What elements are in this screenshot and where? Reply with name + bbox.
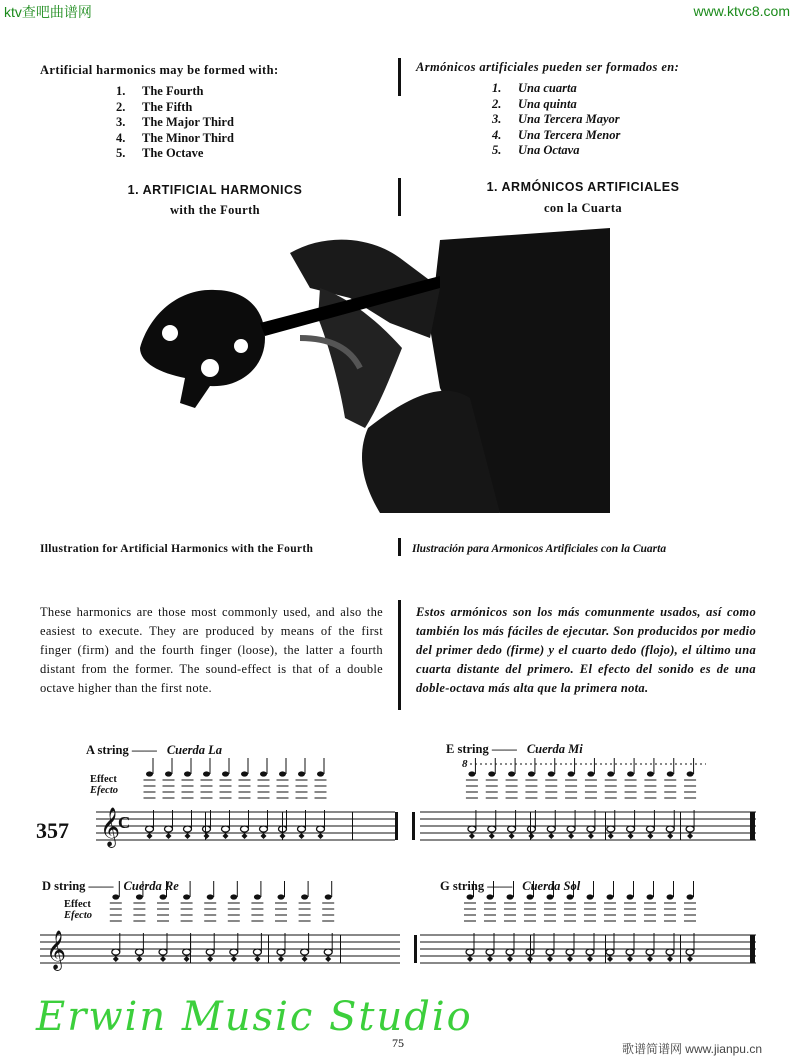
barline: [205, 812, 206, 840]
effect-note: [222, 771, 229, 776]
note: [607, 826, 615, 832]
effect-note: [667, 894, 674, 899]
effect-note: [183, 894, 190, 899]
note: [112, 949, 120, 955]
harmonic-note: [567, 956, 573, 962]
effect-note: [607, 894, 614, 899]
body-es: Estos armónicos son los más comunmente usados, así como también los más fáciles de ejecutar. Son producidos por medio del primer dedo (firme) y el cuarto dedo (flojo), el último una cuarta distante del primero. El efecto del sonido es de una doble-octava más alta que la primera nota.: [416, 605, 756, 695]
note: [666, 949, 674, 955]
effect-note: [508, 771, 515, 776]
intro-item: 4. The Minor Third: [116, 130, 234, 145]
note: [159, 949, 167, 955]
note: [277, 949, 285, 955]
harmonic-note: [325, 956, 331, 962]
harmonic-note: [207, 956, 213, 962]
final-barline: [750, 812, 755, 840]
note: [587, 826, 595, 832]
effect-note: [667, 771, 674, 776]
harmonic-note: [667, 833, 673, 839]
note: [183, 949, 191, 955]
intro-item: 2. The Fifth: [116, 99, 193, 114]
note: [241, 826, 249, 832]
effect-note: [136, 894, 143, 899]
effect-note: [254, 894, 261, 899]
note: [468, 826, 476, 832]
effect-note: [507, 894, 514, 899]
exercise-number: 357: [36, 818, 69, 843]
effect-note: [325, 894, 332, 899]
effect-note: [160, 894, 167, 899]
watermark-bottom: 歌谱简谱网 www.jianpu.cn: [621, 1042, 762, 1056]
string-label-d: D string —— Cuerda Re: [42, 879, 179, 893]
staff-d-string: [40, 935, 400, 963]
harmonic-note: [467, 956, 473, 962]
effect-note: [279, 771, 286, 776]
effect-note: [587, 894, 594, 899]
watermark-left: ktv查吧曲谱网: [4, 4, 92, 20]
effect-note: [548, 771, 555, 776]
caption-en: Illustration for Artificial Harmonics with the Fourth: [40, 543, 314, 555]
treble-clef: 𝄞: [100, 807, 121, 847]
effect-note: [488, 771, 495, 776]
harmonic-note: [231, 956, 237, 962]
effect-note: [298, 771, 305, 776]
note: [203, 826, 211, 832]
section-title-es: 1. ARMÓNICOS ARTIFICIALES: [486, 180, 680, 194]
intro-item: 1. Una cuarta: [492, 81, 577, 95]
harmonic-note: [278, 956, 284, 962]
note: [165, 826, 173, 832]
effect-note: [278, 894, 285, 899]
note: [646, 949, 654, 955]
effect-note: [301, 894, 308, 899]
harmonic-note: [185, 833, 191, 839]
note: [666, 826, 674, 832]
note: [486, 949, 494, 955]
intro-item: 3. Una Tercera Mayor: [492, 112, 620, 126]
intro-lead-en: Artificial harmonics may be formed with:: [40, 63, 279, 77]
note: [626, 949, 634, 955]
note: [253, 949, 261, 955]
harmonic-note: [261, 833, 267, 839]
note: [135, 949, 143, 955]
harmonic-note: [136, 956, 142, 962]
effect-note: [468, 771, 475, 776]
barline: [414, 935, 417, 963]
harmonic-note: [204, 833, 210, 839]
section-sub-es: con la Cuarta: [543, 201, 623, 215]
note: [627, 826, 635, 832]
barline: [605, 812, 606, 840]
note: [301, 949, 309, 955]
barline: [680, 935, 681, 963]
treble-clef: 𝄞: [46, 930, 67, 970]
barline: [282, 812, 283, 840]
effect-note: [687, 771, 694, 776]
barline: [530, 812, 531, 840]
harmonic-note: [147, 833, 153, 839]
harmonic-note: [299, 833, 305, 839]
caption-es: Ilustración para Armonicos Artificiales con la Cuarta: [412, 543, 667, 555]
harmonic-note: [568, 833, 574, 839]
harmonic-note: [113, 956, 119, 962]
harmonic-note: [489, 833, 495, 839]
effect-note: [467, 894, 474, 899]
harmonic-note: [318, 833, 324, 839]
harmonic-note: [166, 833, 172, 839]
barline: [605, 935, 606, 963]
effect-note: [528, 771, 535, 776]
ottava-mark: 8: [462, 758, 468, 770]
effect-note: [647, 894, 654, 899]
note: [488, 826, 496, 832]
intro-item: 1. The Fourth: [116, 84, 204, 98]
body-en: These harmonics are those most commonly used, and also the easiest to execute. They are produced by means of the first finger (firm) and the fourth finger (loose), the latter a fourth distant from the former. The sound-effect is that of a double octave higher than the first note.: [40, 605, 383, 695]
note: [686, 826, 694, 832]
barline: [190, 935, 191, 963]
note: [567, 826, 575, 832]
note: [206, 949, 214, 955]
harmonic-note: [687, 833, 693, 839]
effect-note: [587, 771, 594, 776]
effect-note: [165, 771, 172, 776]
effect-label-1: Effect Efecto: [90, 774, 118, 796]
harmonic-note: [548, 833, 554, 839]
intro-lead-es: Armónicos artificiales pueden ser formados en:: [416, 60, 680, 74]
harmonic-note: [587, 956, 593, 962]
note: [527, 826, 535, 832]
note: [606, 949, 614, 955]
note: [646, 826, 654, 832]
effect-note: [184, 771, 191, 776]
note: [324, 949, 332, 955]
effect-note: [112, 894, 119, 899]
note: [506, 949, 514, 955]
note: [317, 826, 325, 832]
harmonic-note: [627, 956, 633, 962]
watermark-right: www.ktvc8.com: [693, 3, 790, 19]
effect-note: [241, 771, 248, 776]
intro-item: 5. The Octave: [116, 146, 204, 160]
note: [298, 826, 306, 832]
intro-item: 5. Una Octava: [492, 143, 580, 157]
barline: [395, 812, 398, 840]
harmonic-note: [509, 833, 515, 839]
effect-note: [568, 771, 575, 776]
string-label-a: A string —— Cuerda La: [86, 743, 223, 757]
intro-item: 4. Una Tercera Menor: [492, 127, 621, 142]
harmonic-note: [547, 956, 553, 962]
note: [686, 949, 694, 955]
effect-note: [547, 894, 554, 899]
studio-watermark: Erwin Music Studio: [36, 994, 473, 1040]
note: [566, 949, 574, 955]
effect-note: [627, 771, 634, 776]
harmonic-note: [528, 833, 534, 839]
note: [260, 826, 268, 832]
note: [146, 826, 154, 832]
note: [230, 949, 238, 955]
effect-note: [146, 771, 153, 776]
intro-item: 2. Una quinta: [492, 96, 577, 111]
intro-item: 3. The Major Third: [116, 115, 234, 129]
effect-note: [607, 771, 614, 776]
barline: [340, 935, 341, 963]
effect-note: [487, 894, 494, 899]
harmonic-note: [667, 956, 673, 962]
harmonic-note: [588, 833, 594, 839]
note: [184, 826, 192, 832]
effect-note: [647, 771, 654, 776]
time-signature: C: [118, 813, 131, 832]
harmonic-note: [608, 833, 614, 839]
barline: [530, 935, 531, 963]
barline: [352, 812, 353, 840]
harmonic-note: [487, 956, 493, 962]
effect-note: [567, 894, 574, 899]
effect-label-2: Effect Efecto: [64, 899, 92, 921]
note: [547, 826, 555, 832]
effect-note: [203, 771, 210, 776]
harmonic-note: [469, 833, 475, 839]
harmonic-note: [607, 956, 613, 962]
string-label-e: E string —— Cuerda Mi: [446, 742, 583, 756]
harmonic-note: [242, 833, 248, 839]
effect-note: [527, 894, 534, 899]
final-barline: [750, 935, 755, 963]
harmonic-note: [687, 956, 693, 962]
harmonic-note: [302, 956, 308, 962]
harmonic-note: [223, 833, 229, 839]
note: [466, 949, 474, 955]
harmonic-note: [160, 956, 166, 962]
section-title-en: 1. ARTIFICIAL HARMONICS: [127, 183, 303, 197]
note: [222, 826, 230, 832]
effect-note: [687, 894, 694, 899]
effect-note: [207, 894, 214, 899]
barline: [680, 812, 681, 840]
page-number: 75: [392, 1036, 404, 1050]
harmonic-note: [647, 956, 653, 962]
effect-note: [317, 771, 324, 776]
barline: [412, 812, 415, 840]
harmonic-note: [184, 956, 190, 962]
harmonic-note: [628, 833, 634, 839]
note: [508, 826, 516, 832]
note: [546, 949, 554, 955]
barline: [268, 935, 269, 963]
effect-note: [627, 894, 634, 899]
note: [586, 949, 594, 955]
string-label-g: G string —— Cuerda Sol: [440, 879, 581, 893]
harmonic-note: [254, 956, 260, 962]
harmonic-note: [647, 833, 653, 839]
effect-note: [230, 894, 237, 899]
section-sub-en: with the Fourth: [169, 203, 261, 217]
effect-note: [260, 771, 267, 776]
harmonic-note: [507, 956, 513, 962]
